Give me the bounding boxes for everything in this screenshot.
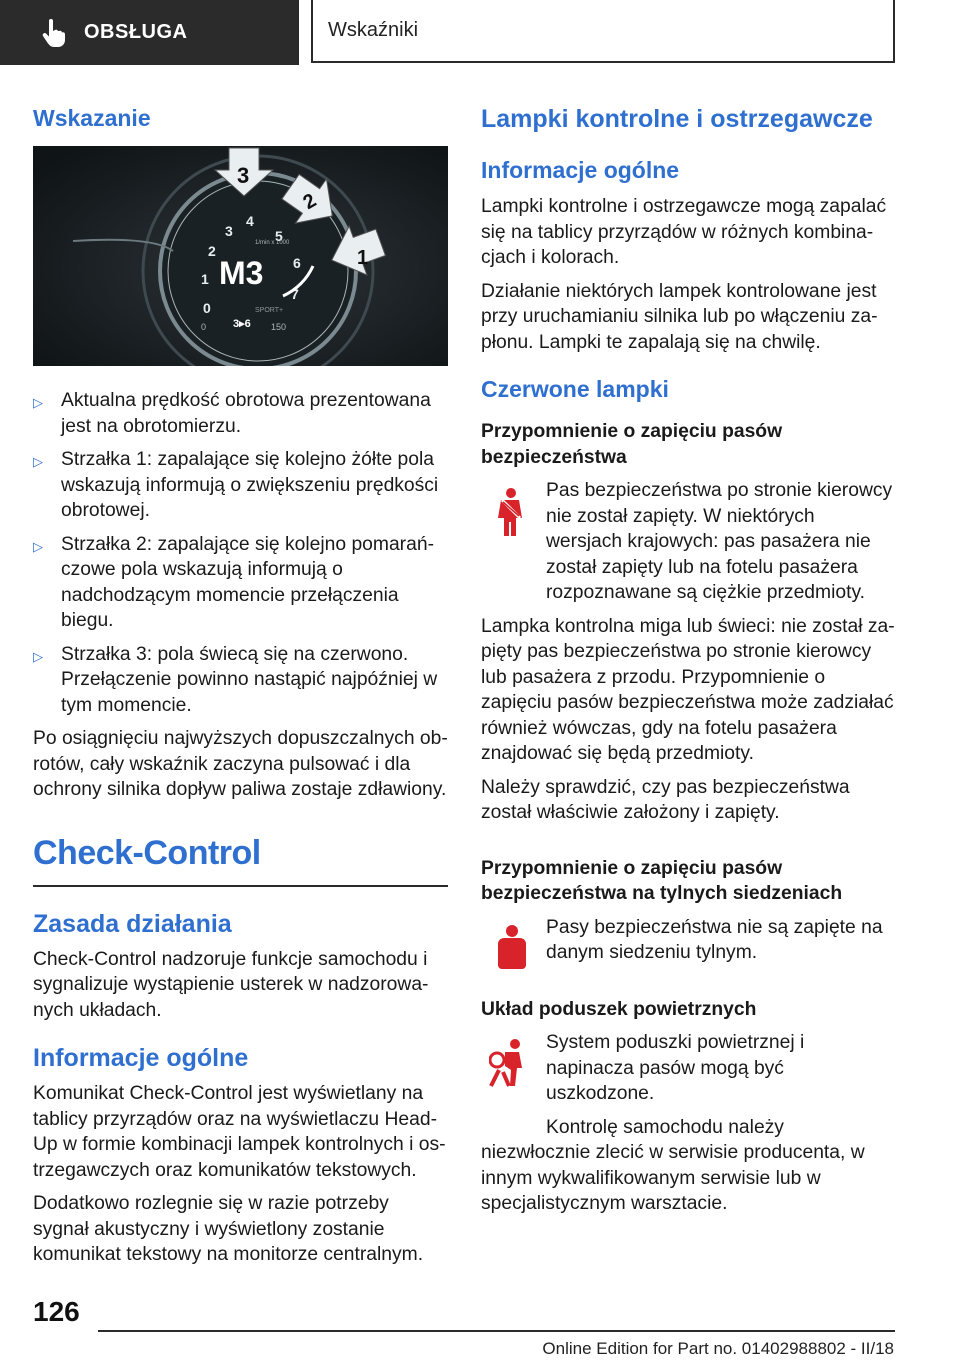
section-tab bbox=[0, 0, 299, 65]
bullet-triangle-icon: ▷ bbox=[33, 648, 43, 664]
footer-divider bbox=[98, 1330, 895, 1332]
paragraph: Działanie niektórych lampek kontrolowane jest przy uruchamianiu silnika lub po włączeniu zapłonu. Lampki te zapalają się na chwilę. bbox=[481, 280, 878, 353]
airbag-block: System poduszki powietrznej i napinacza pasów mogą być uszkodzone. bbox=[481, 1030, 896, 1107]
right-column bbox=[481, 104, 896, 1225]
gauge-tick: 6 bbox=[293, 255, 301, 271]
gauge-tick: 5 bbox=[275, 228, 283, 244]
paragraph: Kontrolę samochodu należy niezwłocznie zlecić w serwisie producenta, w innym wykwalifikowanym serwisie lub w specjalistycznym warsztacie. bbox=[481, 1116, 865, 1214]
rear-seatbelt-block: Pasy bezpieczeństwa nie są zapięte na danym siedzeniu tylnym. bbox=[481, 915, 896, 993]
gauge-speed-tick: 150 bbox=[271, 322, 287, 332]
heading-czerwone: Czerwone lampki bbox=[481, 376, 669, 402]
paragraph: Check-Control nadzoruje funkcje samochodu i sygnalizuje wystąpienie usterek w nadzorowanych układach. bbox=[33, 948, 429, 1021]
gauge-rpm-label: 1/min x 1000 bbox=[255, 240, 290, 246]
divider bbox=[33, 885, 448, 887]
left-column bbox=[33, 104, 448, 1276]
gauge-speed-tick: 0 bbox=[201, 322, 207, 332]
rear-seat-warning-icon bbox=[489, 923, 535, 975]
paragraph: Dodatkowo rozlegnie się w razie potrzeby sygnał akustyczny i wyświetlony zostanie komunikat tekstowy na monitorze centralnym. bbox=[33, 1193, 424, 1265]
page-number: 126 bbox=[33, 1296, 80, 1327]
gauge-image bbox=[33, 146, 448, 366]
airbag-title: Układ poduszek powietrznych bbox=[481, 998, 757, 1020]
list-item: ▷ Strzałka 2: zapalające się kolejno pomarańczowe pola wskazują informują o nadchodzącym momencie przełączenia biegu. bbox=[33, 532, 448, 634]
gauge-gear-display: M3 bbox=[219, 255, 264, 291]
heading-zasada: Zasada działania bbox=[33, 909, 232, 938]
heading-info-right: Informacje ogólne bbox=[481, 157, 680, 183]
gauge-tick: 2 bbox=[208, 243, 216, 259]
seatbelt-block: Pas bezpieczeństwa po stronie kierowcy nie został zapięty. W niektórych wersjach krajowych: pas pasażera nie został zapięty lub na fotelu pasażera rozpoznawane są ciężkie przedmioty. bbox=[481, 478, 896, 606]
gauge-tick: 7 bbox=[291, 286, 299, 302]
gauge-tick: 0 bbox=[203, 300, 211, 316]
svg-text:3: 3 bbox=[237, 163, 250, 188]
paragraph: Lampki kontrolne i ostrzegawcze mogą zapalać się na tablicy przyrządów w różnych kombinacjach i kolorach. bbox=[481, 196, 887, 268]
paragraph: Komunikat Check-Control jest wyświetlany na tablicy przyrządów oraz na wyświetlaczu Head-Up w formie kombinacji lampek kontrolnych i ostrzegawczych oraz komunikatów tekstowych. bbox=[33, 1083, 446, 1181]
heading-check-control: Check-Control bbox=[33, 833, 261, 872]
rear-seatbelt-title: Przypomnienie o zapięciu pasów bezpieczeństwa na tylnych siedzeniach bbox=[481, 857, 843, 904]
heading-wskazanie: Wskazanie bbox=[33, 105, 151, 131]
list-item: ▷ Aktualna prędkość obrotowa prezentowana jest na obrotomierzu. bbox=[33, 388, 448, 439]
seatbelt-title: Przypomnienie o zapięciu pasów bezpieczeństwa bbox=[481, 421, 783, 468]
paragraph: Po osiągnięciu najwyższych dopuszczalnych obrotów, cały wskaźnik zaczyna pulsować i dla ochrony silnika dopływ paliwa zostaje zdławiony. bbox=[33, 728, 448, 800]
seatbelt-warning-icon bbox=[489, 486, 535, 538]
bullet-triangle-icon: ▷ bbox=[33, 454, 43, 469]
list-item: ▷ Strzałka 3: pola świecą się na czerwono. Przełączenie powinno nastąpić najpóźniej w tym momencie. bbox=[33, 642, 448, 719]
paragraph: Należy sprawdzić, czy pas bezpieczeństwa został właściwie założony i zapięty. bbox=[481, 776, 850, 823]
hand-pointer-icon bbox=[40, 18, 66, 48]
gauge-tick: 3 bbox=[225, 223, 233, 239]
gauge-gear-range: 3▸6 bbox=[233, 318, 251, 330]
gauge-tick: 4 bbox=[246, 213, 254, 229]
gauge-mode-label: SPORT+ bbox=[255, 307, 284, 314]
bullet-triangle-icon: ▷ bbox=[33, 395, 43, 410]
bullet-triangle-icon: ▷ bbox=[33, 538, 43, 554]
section-label: OBSŁUGA bbox=[84, 21, 188, 43]
gauge-tick: 1 bbox=[201, 271, 209, 287]
edition-text: Online Edition for Part no. 01402988802 - II/18 bbox=[542, 1339, 894, 1358]
heading-lampki: Lampki kontrolne i ostrzegawcze bbox=[481, 105, 873, 133]
heading-info-left: Informacje ogólne bbox=[33, 1044, 249, 1072]
svg-text:1: 1 bbox=[357, 247, 369, 269]
chapter-title: Wskaźniki bbox=[311, 0, 895, 63]
list-item: ▷ Strzałka 1: zapalające się kolejno żółte pola wskazują informują o zwiększeniu prędkości obrotowej. bbox=[33, 447, 448, 524]
airbag-warning-icon bbox=[489, 1036, 535, 1088]
paragraph: Lampka kontrolna miga lub świeci: nie został zapięty pas bezpieczeństwa po stronie kierowcy lub pasażera z przodu. Przypomnienie o zapięciu pasów bezpieczeństwa może zadziałać również wówczas, gdy na fotelu pasażera znajdować się będą przedmioty. bbox=[481, 615, 895, 764]
svg-text:2: 2 bbox=[299, 189, 321, 215]
